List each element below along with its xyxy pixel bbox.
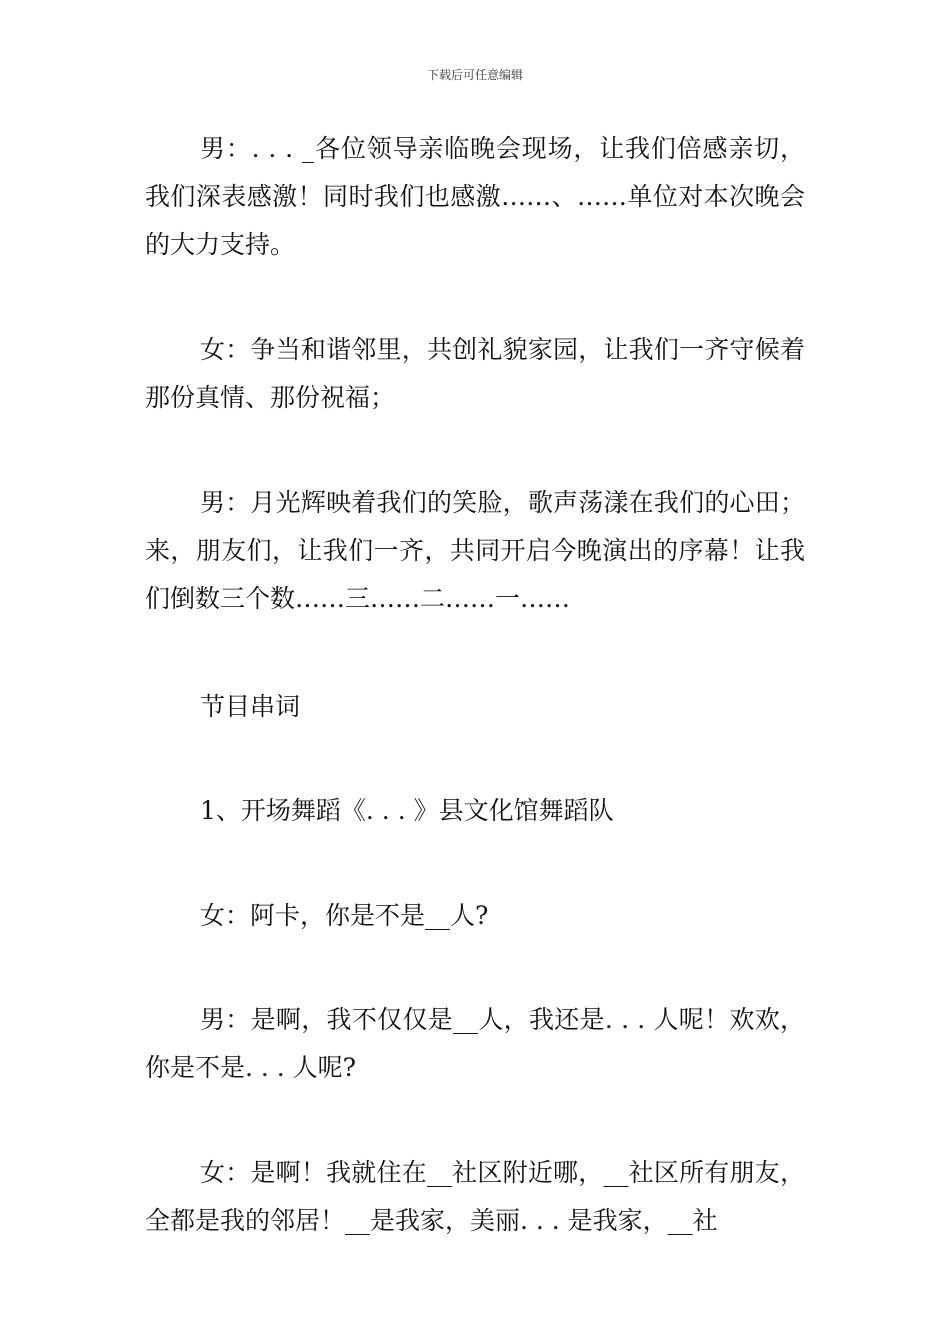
- paragraph-male-answer: 男：是啊，我不仅仅是__人，我还是. . . 人呢！欢欢，你是不是. . . 人呢?: [145, 1005, 805, 1082]
- section-heading-program: 节目串词: [200, 692, 301, 721]
- paragraph-male-thanks: 男：. . . _各位领导亲临晚会现场，让我们倍感亲切，我们深表感激！同时我们也感激……、……单位对本次晚会的大力支持。: [145, 134, 805, 259]
- document-body: [145, 125, 805, 1245]
- program-item-1: 1、开场舞蹈《. . . 》县文化馆舞蹈队: [200, 796, 614, 825]
- header-note: 下载后可任意编辑: [426, 68, 523, 82]
- paragraph-male-countdown: 男：月光辉映着我们的笑脸，歌声荡漾在我们的心田；来，朋友们，让我们一齐，共同开启今晚演出的序幕！让我们倒数三个数……三……二……一……: [145, 488, 805, 613]
- paragraph-female-harmony: 女：争当和谐邻里，共创礼貌家园，让我们一齐守候着那份真情、那份祝福；: [145, 335, 805, 412]
- paragraph-female-question: 女：阿卡，你是不是__人?: [200, 901, 489, 930]
- paragraph-female-neighbors: 女：是啊！我就住在__社区附近哪，__社区所有朋友，全都是我的邻居！__是我家，美丽. . . 是我家，__社: [145, 1158, 805, 1235]
